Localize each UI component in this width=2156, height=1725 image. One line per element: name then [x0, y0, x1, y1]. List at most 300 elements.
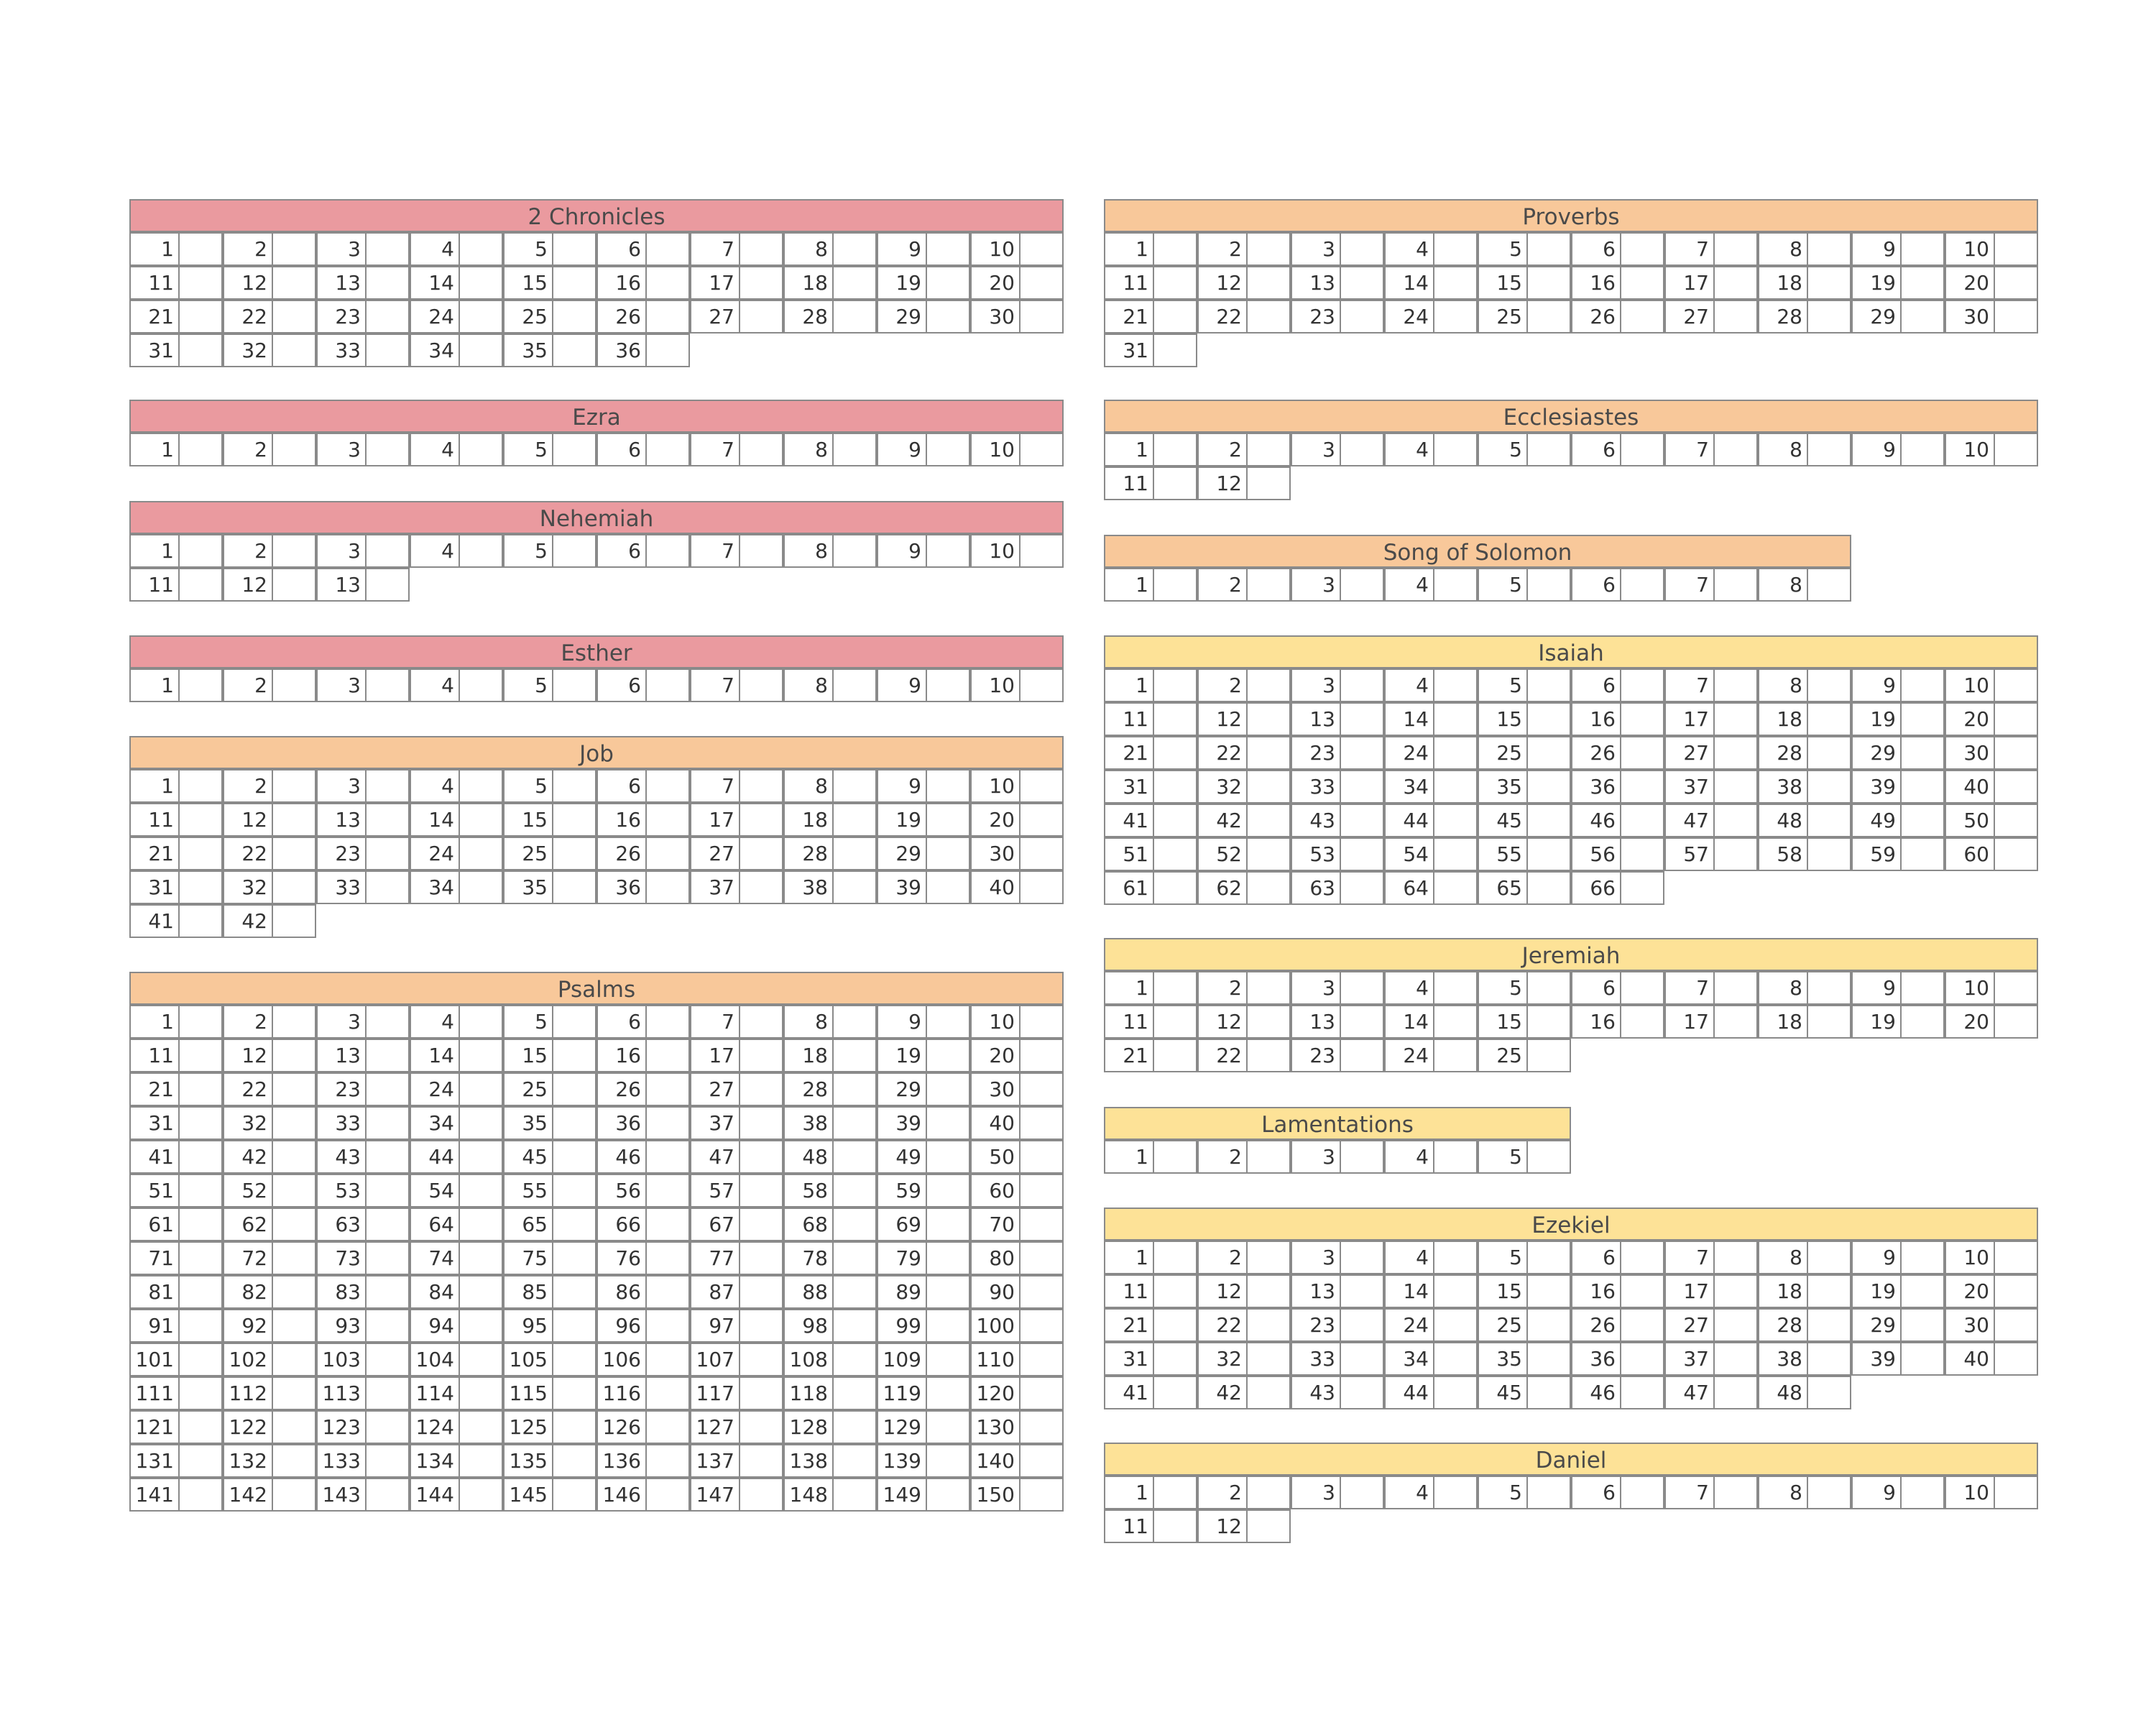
chapter-cell[interactable]: [503, 300, 596, 334]
chapter-cell[interactable]: [1571, 1476, 1664, 1509]
chapter-cell[interactable]: [1664, 433, 1758, 466]
chapter-cell[interactable]: [316, 1410, 410, 1444]
chapter-cell[interactable]: [223, 232, 316, 266]
chapter-cell[interactable]: [129, 904, 223, 938]
chapter-cell[interactable]: [1384, 1274, 1478, 1308]
chapter-cell[interactable]: [970, 232, 1064, 266]
chapter-cell[interactable]: [970, 1343, 1064, 1376]
chapter-cell[interactable]: [596, 1174, 690, 1208]
chapter-cell[interactable]: [970, 1410, 1064, 1444]
chapter-cell[interactable]: [596, 803, 690, 837]
chapter-cell[interactable]: [783, 803, 877, 837]
chapter-cell[interactable]: [1104, 702, 1197, 736]
chapter-cell[interactable]: [1384, 433, 1478, 466]
chapter-cell[interactable]: [690, 668, 783, 702]
chapter-cell[interactable]: [410, 1005, 503, 1039]
chapter-cell[interactable]: [316, 1174, 410, 1208]
chapter-cell[interactable]: [316, 1140, 410, 1174]
chapter-cell[interactable]: [970, 1275, 1064, 1309]
chapter-cell[interactable]: [970, 433, 1064, 466]
chapter-cell[interactable]: [1104, 1140, 1197, 1174]
chapter-cell[interactable]: [783, 870, 877, 904]
chapter-cell[interactable]: [1571, 871, 1664, 905]
chapter-cell[interactable]: [1664, 1342, 1758, 1376]
chapter-cell[interactable]: [410, 1039, 503, 1072]
chapter-cell[interactable]: [1104, 1308, 1197, 1342]
chapter-cell[interactable]: [316, 266, 410, 300]
chapter-cell[interactable]: [1664, 1005, 1758, 1039]
chapter-cell[interactable]: [1758, 668, 1851, 702]
chapter-cell[interactable]: [223, 1343, 316, 1376]
chapter-cell[interactable]: [1664, 568, 1758, 602]
chapter-cell[interactable]: [1104, 1376, 1197, 1409]
chapter-cell[interactable]: [1291, 1005, 1384, 1039]
chapter-cell[interactable]: [1571, 702, 1664, 736]
chapter-cell[interactable]: [1851, 804, 1945, 837]
chapter-cell[interactable]: [503, 803, 596, 837]
chapter-cell[interactable]: [223, 769, 316, 803]
chapter-cell[interactable]: [1384, 1476, 1478, 1509]
chapter-cell[interactable]: [223, 1140, 316, 1174]
chapter-cell[interactable]: [970, 837, 1064, 870]
chapter-cell[interactable]: [129, 870, 223, 904]
chapter-cell[interactable]: [1291, 1140, 1384, 1174]
chapter-cell[interactable]: [970, 803, 1064, 837]
chapter-cell[interactable]: [877, 1241, 970, 1275]
chapter-cell[interactable]: [129, 1376, 223, 1410]
chapter-cell[interactable]: [783, 1241, 877, 1275]
chapter-cell[interactable]: [410, 837, 503, 870]
chapter-cell[interactable]: [1384, 1342, 1478, 1376]
chapter-cell[interactable]: [1664, 770, 1758, 804]
chapter-cell[interactable]: [1758, 1005, 1851, 1039]
chapter-cell[interactable]: [970, 1174, 1064, 1208]
chapter-cell[interactable]: [1478, 837, 1571, 871]
chapter-cell[interactable]: [129, 1106, 223, 1140]
chapter-cell[interactable]: [410, 1275, 503, 1309]
chapter-cell[interactable]: [1945, 804, 2038, 837]
chapter-cell[interactable]: [877, 1106, 970, 1140]
chapter-cell[interactable]: [1197, 871, 1291, 905]
chapter-cell[interactable]: [129, 568, 223, 602]
chapter-cell[interactable]: [1384, 770, 1478, 804]
chapter-cell[interactable]: [1197, 568, 1291, 602]
chapter-cell[interactable]: [316, 232, 410, 266]
chapter-cell[interactable]: [223, 1309, 316, 1343]
chapter-cell[interactable]: [503, 1005, 596, 1039]
chapter-cell[interactable]: [877, 1410, 970, 1444]
chapter-cell[interactable]: [1104, 1005, 1197, 1039]
chapter-cell[interactable]: [970, 1039, 1064, 1072]
chapter-cell[interactable]: [877, 1275, 970, 1309]
chapter-cell[interactable]: [877, 769, 970, 803]
chapter-cell[interactable]: [1851, 1476, 1945, 1509]
chapter-cell[interactable]: [1571, 1274, 1664, 1308]
chapter-cell[interactable]: [1478, 1476, 1571, 1509]
chapter-cell[interactable]: [1197, 1308, 1291, 1342]
chapter-cell[interactable]: [783, 668, 877, 702]
chapter-cell[interactable]: [1478, 1005, 1571, 1039]
chapter-cell[interactable]: [690, 1106, 783, 1140]
chapter-cell[interactable]: [1104, 668, 1197, 702]
chapter-cell[interactable]: [596, 1376, 690, 1410]
chapter-cell[interactable]: [690, 1241, 783, 1275]
chapter-cell[interactable]: [316, 534, 410, 568]
chapter-cell[interactable]: [877, 1072, 970, 1106]
chapter-cell[interactable]: [690, 837, 783, 870]
chapter-cell[interactable]: [1197, 1005, 1291, 1039]
chapter-cell[interactable]: [1478, 668, 1571, 702]
chapter-cell[interactable]: [410, 1241, 503, 1275]
chapter-cell[interactable]: [503, 266, 596, 300]
chapter-cell[interactable]: [1851, 1308, 1945, 1342]
chapter-cell[interactable]: [1478, 702, 1571, 736]
chapter-cell[interactable]: [877, 1005, 970, 1039]
chapter-cell[interactable]: [503, 1478, 596, 1512]
chapter-cell[interactable]: [223, 803, 316, 837]
chapter-cell[interactable]: [1478, 1342, 1571, 1376]
chapter-cell[interactable]: [1664, 266, 1758, 300]
chapter-cell[interactable]: [316, 1039, 410, 1072]
chapter-cell[interactable]: [1758, 1342, 1851, 1376]
chapter-cell[interactable]: [1851, 736, 1945, 770]
chapter-cell[interactable]: [1291, 1241, 1384, 1274]
chapter-cell[interactable]: [596, 300, 690, 334]
chapter-cell[interactable]: [783, 300, 877, 334]
chapter-cell[interactable]: [1571, 266, 1664, 300]
chapter-cell[interactable]: [596, 1005, 690, 1039]
chapter-cell[interactable]: [690, 1039, 783, 1072]
chapter-cell[interactable]: [1384, 232, 1478, 266]
chapter-cell[interactable]: [877, 232, 970, 266]
chapter-cell[interactable]: [970, 1241, 1064, 1275]
chapter-cell[interactable]: [316, 1275, 410, 1309]
chapter-cell[interactable]: [1104, 736, 1197, 770]
chapter-cell[interactable]: [410, 1174, 503, 1208]
chapter-cell[interactable]: [1384, 971, 1478, 1005]
chapter-cell[interactable]: [503, 837, 596, 870]
chapter-cell[interactable]: [1291, 736, 1384, 770]
chapter-cell[interactable]: [690, 803, 783, 837]
chapter-cell[interactable]: [596, 837, 690, 870]
chapter-cell[interactable]: [503, 769, 596, 803]
chapter-cell[interactable]: [596, 266, 690, 300]
chapter-cell[interactable]: [690, 1072, 783, 1106]
chapter-cell[interactable]: [690, 1410, 783, 1444]
chapter-cell[interactable]: [129, 837, 223, 870]
chapter-cell[interactable]: [410, 1478, 503, 1512]
chapter-cell[interactable]: [1478, 568, 1571, 602]
chapter-cell[interactable]: [1664, 837, 1758, 871]
chapter-cell[interactable]: [596, 769, 690, 803]
chapter-cell[interactable]: [223, 1039, 316, 1072]
chapter-cell[interactable]: [783, 1072, 877, 1106]
chapter-cell[interactable]: [970, 1072, 1064, 1106]
chapter-cell[interactable]: [1945, 1342, 2038, 1376]
chapter-cell[interactable]: [223, 1208, 316, 1241]
chapter-cell[interactable]: [1945, 1476, 2038, 1509]
chapter-cell[interactable]: [410, 1208, 503, 1241]
chapter-cell[interactable]: [970, 300, 1064, 334]
chapter-cell[interactable]: [129, 1208, 223, 1241]
chapter-cell[interactable]: [1571, 1005, 1664, 1039]
chapter-cell[interactable]: [1664, 1308, 1758, 1342]
chapter-cell[interactable]: [783, 1410, 877, 1444]
chapter-cell[interactable]: [1104, 334, 1197, 367]
chapter-cell[interactable]: [410, 769, 503, 803]
chapter-cell[interactable]: [1291, 837, 1384, 871]
chapter-cell[interactable]: [1571, 1241, 1664, 1274]
chapter-cell[interactable]: [690, 1275, 783, 1309]
chapter-cell[interactable]: [1197, 266, 1291, 300]
chapter-cell[interactable]: [690, 1376, 783, 1410]
chapter-cell[interactable]: [410, 870, 503, 904]
chapter-cell[interactable]: [1197, 804, 1291, 837]
chapter-cell[interactable]: [223, 266, 316, 300]
chapter-cell[interactable]: [1104, 1241, 1197, 1274]
chapter-cell[interactable]: [877, 1376, 970, 1410]
chapter-cell[interactable]: [223, 1478, 316, 1512]
chapter-cell[interactable]: [690, 769, 783, 803]
chapter-cell[interactable]: [596, 870, 690, 904]
chapter-cell[interactable]: [1478, 971, 1571, 1005]
chapter-cell[interactable]: [1384, 300, 1478, 334]
chapter-cell[interactable]: [783, 1140, 877, 1174]
chapter-cell[interactable]: [1571, 837, 1664, 871]
chapter-cell[interactable]: [1478, 804, 1571, 837]
chapter-cell[interactable]: [1104, 433, 1197, 466]
chapter-cell[interactable]: [316, 870, 410, 904]
chapter-cell[interactable]: [503, 1140, 596, 1174]
chapter-cell[interactable]: [877, 1174, 970, 1208]
chapter-cell[interactable]: [1945, 1241, 2038, 1274]
chapter-cell[interactable]: [970, 668, 1064, 702]
chapter-cell[interactable]: [410, 1343, 503, 1376]
chapter-cell[interactable]: [877, 534, 970, 568]
chapter-cell[interactable]: [596, 668, 690, 702]
chapter-cell[interactable]: [1571, 300, 1664, 334]
chapter-cell[interactable]: [783, 433, 877, 466]
chapter-cell[interactable]: [1478, 300, 1571, 334]
chapter-cell[interactable]: [877, 803, 970, 837]
chapter-cell[interactable]: [1478, 770, 1571, 804]
chapter-cell[interactable]: [877, 870, 970, 904]
chapter-cell[interactable]: [129, 266, 223, 300]
chapter-cell[interactable]: [316, 1376, 410, 1410]
chapter-cell[interactable]: [1571, 804, 1664, 837]
chapter-cell[interactable]: [877, 1208, 970, 1241]
chapter-cell[interactable]: [129, 1444, 223, 1478]
chapter-cell[interactable]: [1104, 871, 1197, 905]
chapter-cell[interactable]: [129, 803, 223, 837]
chapter-cell[interactable]: [1384, 1140, 1478, 1174]
chapter-cell[interactable]: [1945, 668, 2038, 702]
chapter-cell[interactable]: [1384, 702, 1478, 736]
chapter-cell[interactable]: [410, 1376, 503, 1410]
chapter-cell[interactable]: [1197, 1509, 1291, 1543]
chapter-cell[interactable]: [223, 837, 316, 870]
chapter-cell[interactable]: [783, 1275, 877, 1309]
chapter-cell[interactable]: [1478, 1376, 1571, 1409]
chapter-cell[interactable]: [1197, 300, 1291, 334]
chapter-cell[interactable]: [1197, 770, 1291, 804]
chapter-cell[interactable]: [877, 1309, 970, 1343]
chapter-cell[interactable]: [223, 870, 316, 904]
chapter-cell[interactable]: [1197, 1140, 1291, 1174]
chapter-cell[interactable]: [503, 870, 596, 904]
chapter-cell[interactable]: [1664, 971, 1758, 1005]
chapter-cell[interactable]: [1851, 702, 1945, 736]
chapter-cell[interactable]: [1945, 232, 2038, 266]
chapter-cell[interactable]: [129, 1241, 223, 1275]
chapter-cell[interactable]: [1197, 1376, 1291, 1409]
chapter-cell[interactable]: [129, 433, 223, 466]
chapter-cell[interactable]: [129, 1275, 223, 1309]
chapter-cell[interactable]: [1758, 770, 1851, 804]
chapter-cell[interactable]: [596, 1444, 690, 1478]
chapter-cell[interactable]: [1104, 770, 1197, 804]
chapter-cell[interactable]: [316, 1343, 410, 1376]
chapter-cell[interactable]: [1384, 668, 1478, 702]
chapter-cell[interactable]: [783, 837, 877, 870]
chapter-cell[interactable]: [316, 1005, 410, 1039]
chapter-cell[interactable]: [503, 334, 596, 367]
chapter-cell[interactable]: [1104, 266, 1197, 300]
chapter-cell[interactable]: [1758, 232, 1851, 266]
chapter-cell[interactable]: [129, 769, 223, 803]
chapter-cell[interactable]: [1664, 804, 1758, 837]
chapter-cell[interactable]: [223, 1275, 316, 1309]
chapter-cell[interactable]: [877, 266, 970, 300]
chapter-cell[interactable]: [1571, 770, 1664, 804]
chapter-cell[interactable]: [1104, 804, 1197, 837]
chapter-cell[interactable]: [1197, 668, 1291, 702]
chapter-cell[interactable]: [1945, 702, 2038, 736]
chapter-cell[interactable]: [503, 1444, 596, 1478]
chapter-cell[interactable]: [1478, 433, 1571, 466]
chapter-cell[interactable]: [223, 1376, 316, 1410]
chapter-cell[interactable]: [1197, 232, 1291, 266]
chapter-cell[interactable]: [1291, 871, 1384, 905]
chapter-cell[interactable]: [1664, 1274, 1758, 1308]
chapter-cell[interactable]: [1384, 266, 1478, 300]
chapter-cell[interactable]: [1197, 433, 1291, 466]
chapter-cell[interactable]: [316, 568, 410, 602]
chapter-cell[interactable]: [877, 1039, 970, 1072]
chapter-cell[interactable]: [1384, 568, 1478, 602]
chapter-cell[interactable]: [316, 1072, 410, 1106]
chapter-cell[interactable]: [1197, 1241, 1291, 1274]
chapter-cell[interactable]: [690, 1140, 783, 1174]
chapter-cell[interactable]: [1571, 1376, 1664, 1409]
chapter-cell[interactable]: [783, 1039, 877, 1072]
chapter-cell[interactable]: [970, 1376, 1064, 1410]
chapter-cell[interactable]: [1851, 1005, 1945, 1039]
chapter-cell[interactable]: [1291, 568, 1384, 602]
chapter-cell[interactable]: [503, 1039, 596, 1072]
chapter-cell[interactable]: [1851, 837, 1945, 871]
chapter-cell[interactable]: [1664, 702, 1758, 736]
chapter-cell[interactable]: [223, 534, 316, 568]
chapter-cell[interactable]: [410, 433, 503, 466]
chapter-cell[interactable]: [1758, 837, 1851, 871]
chapter-cell[interactable]: [1758, 702, 1851, 736]
chapter-cell[interactable]: [316, 668, 410, 702]
chapter-cell[interactable]: [690, 870, 783, 904]
chapter-cell[interactable]: [129, 1174, 223, 1208]
chapter-cell[interactable]: [223, 1174, 316, 1208]
chapter-cell[interactable]: [1571, 971, 1664, 1005]
chapter-cell[interactable]: [783, 266, 877, 300]
chapter-cell[interactable]: [1945, 736, 2038, 770]
chapter-cell[interactable]: [1104, 971, 1197, 1005]
chapter-cell[interactable]: [1664, 1241, 1758, 1274]
chapter-cell[interactable]: [1291, 804, 1384, 837]
chapter-cell[interactable]: [1478, 1039, 1571, 1072]
chapter-cell[interactable]: [503, 1106, 596, 1140]
chapter-cell[interactable]: [970, 1444, 1064, 1478]
chapter-cell[interactable]: [503, 433, 596, 466]
chapter-cell[interactable]: [783, 534, 877, 568]
chapter-cell[interactable]: [316, 300, 410, 334]
chapter-cell[interactable]: [596, 232, 690, 266]
chapter-cell[interactable]: [410, 803, 503, 837]
chapter-cell[interactable]: [1851, 300, 1945, 334]
chapter-cell[interactable]: [223, 334, 316, 367]
chapter-cell[interactable]: [223, 568, 316, 602]
chapter-cell[interactable]: [1197, 1039, 1291, 1072]
chapter-cell[interactable]: [1664, 1376, 1758, 1409]
chapter-cell[interactable]: [223, 1241, 316, 1275]
chapter-cell[interactable]: [970, 1005, 1064, 1039]
chapter-cell[interactable]: [1945, 1308, 2038, 1342]
chapter-cell[interactable]: [596, 534, 690, 568]
chapter-cell[interactable]: [503, 1410, 596, 1444]
chapter-cell[interactable]: [1291, 1342, 1384, 1376]
chapter-cell[interactable]: [1851, 1241, 1945, 1274]
chapter-cell[interactable]: [1197, 1274, 1291, 1308]
chapter-cell[interactable]: [503, 1072, 596, 1106]
chapter-cell[interactable]: [1571, 568, 1664, 602]
chapter-cell[interactable]: [783, 769, 877, 803]
chapter-cell[interactable]: [1478, 232, 1571, 266]
chapter-cell[interactable]: [1851, 1342, 1945, 1376]
chapter-cell[interactable]: [503, 1241, 596, 1275]
chapter-cell[interactable]: [1291, 770, 1384, 804]
chapter-cell[interactable]: [1104, 1509, 1197, 1543]
chapter-cell[interactable]: [1384, 1005, 1478, 1039]
chapter-cell[interactable]: [596, 1106, 690, 1140]
chapter-cell[interactable]: [596, 1241, 690, 1275]
chapter-cell[interactable]: [410, 1410, 503, 1444]
chapter-cell[interactable]: [1104, 1476, 1197, 1509]
chapter-cell[interactable]: [1758, 1476, 1851, 1509]
chapter-cell[interactable]: [1571, 433, 1664, 466]
chapter-cell[interactable]: [1851, 668, 1945, 702]
chapter-cell[interactable]: [690, 1174, 783, 1208]
chapter-cell[interactable]: [1291, 433, 1384, 466]
chapter-cell[interactable]: [1758, 568, 1851, 602]
chapter-cell[interactable]: [1478, 871, 1571, 905]
chapter-cell[interactable]: [1758, 1274, 1851, 1308]
chapter-cell[interactable]: [129, 1410, 223, 1444]
chapter-cell[interactable]: [690, 1208, 783, 1241]
chapter-cell[interactable]: [690, 1005, 783, 1039]
chapter-cell[interactable]: [1104, 837, 1197, 871]
chapter-cell[interactable]: [1758, 971, 1851, 1005]
chapter-cell[interactable]: [1478, 1274, 1571, 1308]
chapter-cell[interactable]: [596, 1410, 690, 1444]
